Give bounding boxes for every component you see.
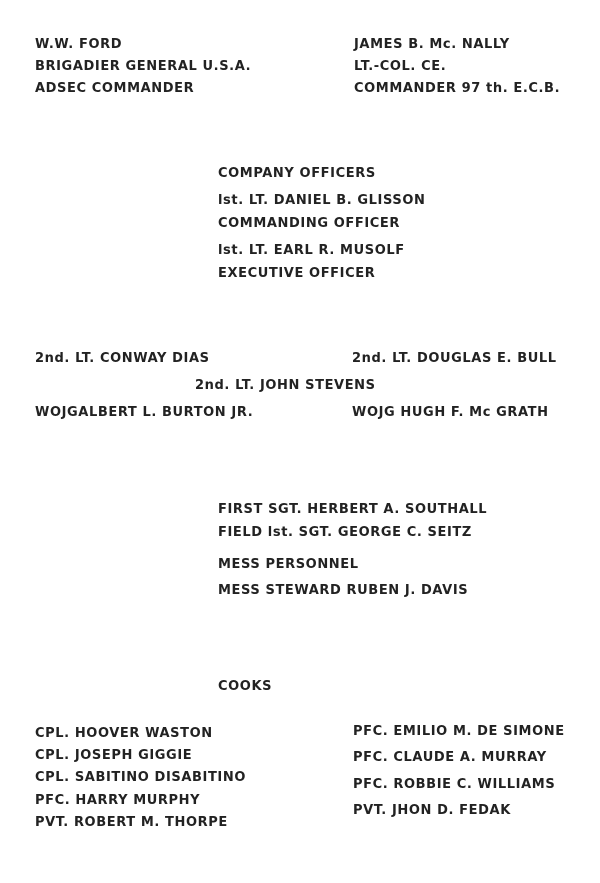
- mess-personnel-heading: MESS PERSONNEL: [218, 557, 359, 572]
- commander-left-title: ADSEC COMMANDER: [35, 81, 195, 96]
- commander-right-title: COMMANDER 97 th. E.C.B.: [354, 81, 561, 96]
- mess-steward: MESS STEWARD RUBEN J. DAVIS: [218, 583, 469, 598]
- lieutenant-center: 2nd. LT. JOHN STEVENS: [195, 378, 376, 393]
- field-first-sergeant: FIELD lst. SGT. GEORGE C. SEITZ: [218, 525, 472, 540]
- cook-right: PFC. EMILIO M. DE SIMONE: [353, 724, 565, 739]
- company-officers-heading: COMPANY OFFICERS: [218, 166, 376, 181]
- cook-right: PVT. JHON D. FEDAK: [353, 803, 511, 818]
- company-officer-line: EXECUTIVE OFFICER: [218, 266, 376, 281]
- commander-left-name: W.W. FORD: [35, 37, 123, 52]
- cook-right: PFC. CLAUDE A. MURRAY: [353, 750, 547, 765]
- cook-left: PVT. ROBERT M. THORPE: [35, 815, 228, 830]
- cook-right: PFC. ROBBIE C. WILLIAMS: [353, 777, 556, 792]
- cook-left: CPL. SABITINO DISABITINO: [35, 770, 246, 785]
- first-sergeant: FIRST SGT. HERBERT A. SOUTHALL: [218, 502, 488, 517]
- warrant-officer-right: WOJG HUGH F. Mc GRATH: [352, 405, 549, 420]
- cook-left: PFC. HARRY MURPHY: [35, 793, 201, 808]
- cook-left: CPL. HOOVER WASTON: [35, 726, 213, 741]
- company-officer-line: lst. LT. DANIEL B. GLISSON: [218, 193, 426, 208]
- cook-left: CPL. JOSEPH GIGGIE: [35, 748, 193, 763]
- commander-right-name: JAMES B. Mc. NALLY: [354, 37, 510, 52]
- company-officer-line: lst. LT. EARL R. MUSOLF: [218, 243, 405, 258]
- commander-left-rank: BRIGADIER GENERAL U.S.A.: [35, 59, 252, 74]
- lieutenant-left-1: 2nd. LT. CONWAY DIAS: [35, 351, 210, 366]
- commander-right-rank: LT.-COL. CE.: [354, 59, 447, 74]
- cooks-heading: COOKS: [218, 679, 273, 694]
- warrant-officer-left: WOJGALBERT L. BURTON JR.: [35, 405, 254, 420]
- lieutenant-right-1: 2nd. LT. DOUGLAS E. BULL: [352, 351, 557, 366]
- company-officer-line: COMMANDING OFFICER: [218, 216, 400, 231]
